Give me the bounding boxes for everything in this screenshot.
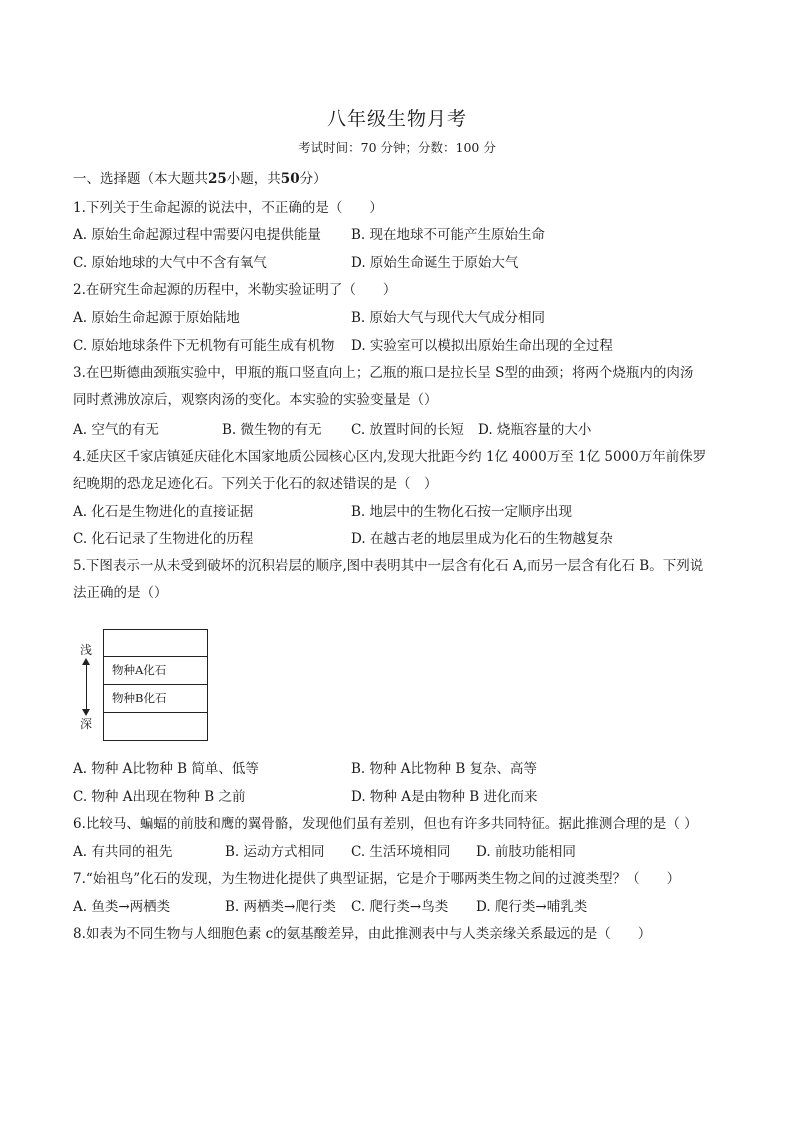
- depth-axis-line: [86, 664, 87, 711]
- question-5-stem-line-1: 5.下图表示一从未受到破坏的沉积岩层的顺序,图中表明其中一层含有化石 A,而另一层含有化石 B。下列说: [73, 558, 704, 574]
- section-heading: 一、选择题（本大题共25小题，共50分）: [73, 171, 327, 187]
- question-7-option-a: A. 鱼类→两栖类: [73, 899, 171, 915]
- question-4-stem-line-1: 4.延庆区千家店镇延庆硅化木国家地质公园核心区内,发现大批距今约 1亿 4000万至 1亿 5000万年前侏罗: [73, 449, 707, 465]
- question-1-option-c: C. 原始地球的大气中不含有氧气: [73, 255, 267, 271]
- layer-species-a: 物种A化石: [104, 656, 207, 684]
- question-2-option-b: B. 原始大气与现代大气成分相同: [351, 310, 546, 326]
- question-1-stem: 1.下列关于生命起源的说法中，不正确的是（ ）: [73, 200, 383, 216]
- question-2-option-a: A. 原始生命起源于原始陆地: [73, 310, 240, 326]
- exam-title: 八年级生物月考: [326, 108, 467, 130]
- question-3-option-c: C. 放置时间的长短: [351, 422, 464, 438]
- question-4-stem-line-2: 纪晚期的恐龙足迹化石。下列关于化石的叙述错误的是（ ）: [73, 476, 438, 492]
- question-6-option-b: B. 运动方式相同: [225, 844, 325, 860]
- question-3-option-b: B. 微生物的有无: [222, 422, 322, 438]
- question-4-option-c: C. 化石记录了生物进化的历程: [73, 531, 254, 547]
- question-2-option-d: D. 实验室可以模拟出原始生命出现的全过程: [351, 338, 613, 354]
- question-3-option-a: A. 空气的有无: [73, 422, 159, 438]
- question-6-option-a: A. 有共同的祖先: [73, 844, 173, 860]
- question-5-stem-line-2: 法正确的是（）: [73, 585, 168, 601]
- exam-subtitle: 考试时间：70 分钟；分数：100 分: [298, 140, 496, 155]
- question-1-option-d: D. 原始生命诞生于原始大气: [351, 255, 519, 271]
- question-5-option-b: B. 物种 A比物种 B 复杂、高等: [351, 761, 538, 777]
- shallow-label: 浅: [80, 643, 93, 657]
- layer-species-b: 物种B化石: [104, 684, 207, 712]
- question-1-option-a: A. 原始生命起源过程中需要闪电提供能量: [73, 227, 321, 243]
- deep-label: 深: [80, 717, 93, 731]
- question-6-option-c: C. 生活环境相同: [351, 844, 451, 860]
- question-8-stem: 8.如表为不同生物与人细胞色素 c的氨基酸差异，由此推测表中与人类亲缘关系最远的是（ ）: [73, 926, 652, 942]
- question-7-option-d: D. 爬行类→哺乳类: [476, 899, 588, 915]
- question-6-option-d: D. 前肢功能相同: [476, 844, 576, 860]
- layer-bottom: [104, 712, 207, 740]
- question-3-stem-line-1: 3.在巴斯德曲颈瓶实验中，甲瓶的瓶口竖直向上；乙瓶的瓶口是拉长呈 S型的曲颈；将两个烧瓶内的肉汤: [73, 365, 694, 381]
- question-2-stem: 2.在研究生命起源的历程中，米勒实验证明了（ ）: [73, 282, 397, 298]
- question-5-option-c: C. 物种 A出现在物种 B 之前: [73, 789, 246, 805]
- question-2-option-c: C. 原始地球条件下无机物有可能生成有机物: [73, 338, 335, 354]
- question-1-option-b: B. 现在地球不可能产生原始生命: [351, 227, 546, 243]
- rock-strata-diagram: [103, 629, 208, 741]
- question-7-option-b: B. 两栖类→爬行类: [225, 899, 336, 915]
- question-5-option-d: D. 物种 A是由物种 B 进化而来: [351, 789, 538, 805]
- question-6-stem: 6.比较马、蝙蝠的前肢和鹰的翼骨骼，发现他们虽有差别，但也有许多共同特征。据此推测合理的是（ ）: [73, 816, 698, 832]
- question-4-option-a: A. 化石是生物进化的直接证据: [73, 504, 254, 520]
- question-7-stem: 7.“始祖鸟”化石的发现，为生物进化提供了典型证据，它是介于哪两类生物之间的过渡类型？（ ）: [73, 871, 681, 887]
- question-7-option-c: C. 爬行类→鸟类: [351, 899, 449, 915]
- question-4-option-b: B. 地层中的生物化石按一定顺序出现: [351, 504, 573, 520]
- question-5-option-a: A. 物种 A比物种 B 简单、低等: [73, 761, 259, 777]
- question-3-stem-line-2: 同时煮沸放凉后，观察肉汤的变化。本实验的实验变量是（）: [73, 392, 438, 408]
- question-3-option-d: D. 烧瓶容量的大小: [478, 422, 592, 438]
- question-4-option-d: D. 在越古老的地层里成为化石的生物越复杂: [351, 531, 613, 547]
